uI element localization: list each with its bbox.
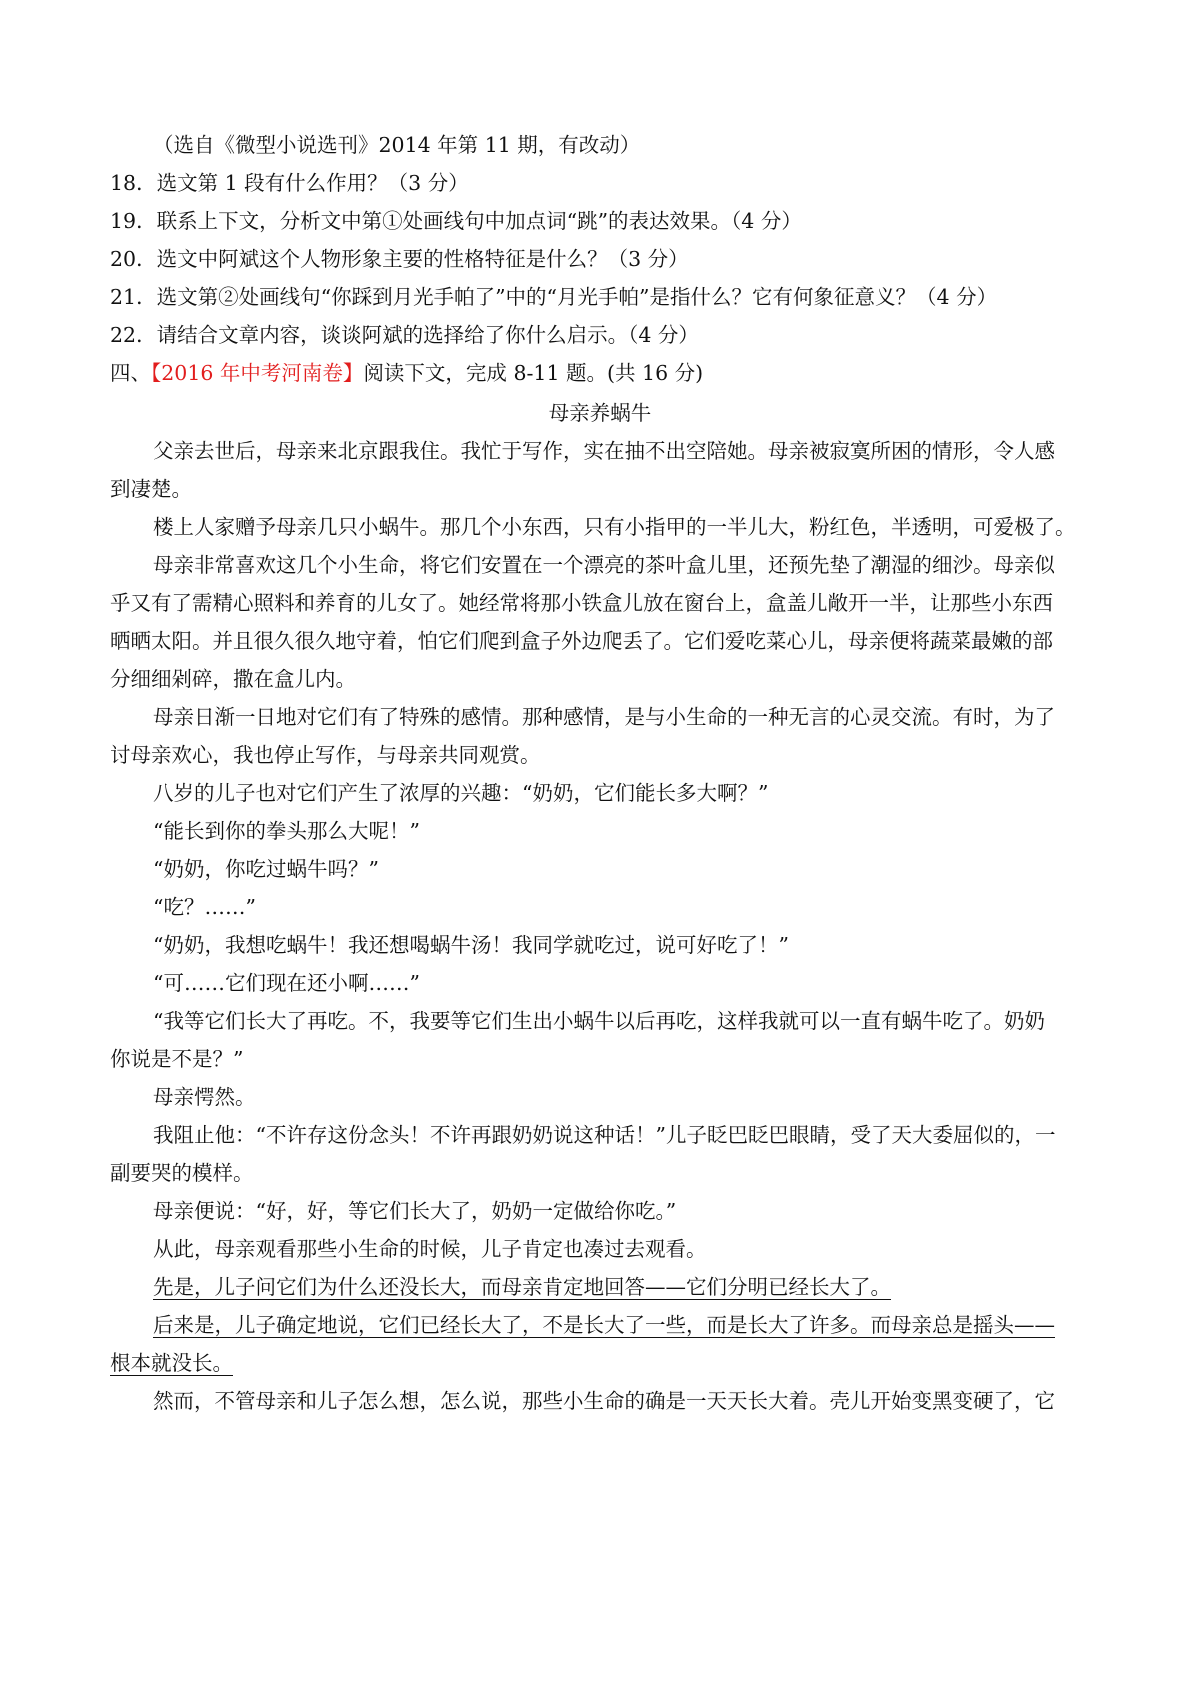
article-line: 我阻止他：“不许存这份念头！不许再跟奶奶说这种话！”儿子眨巴眨巴眼睛，受了天大委屈似的，一	[153, 1123, 1056, 1147]
article-line: “可……它们现在还小啊……”	[153, 971, 420, 995]
underlined-sentence	[153, 1306, 1100, 1344]
article-line: “奶奶，你吃过蜗牛吗？”	[153, 857, 379, 881]
article-line: 晒晒太阳。并且很久很久地守着，怕它们爬到盒子外边爬丢了。它们爱吃菜心儿，母亲便将蔬菜最嫩的部	[110, 629, 1053, 653]
section-prefix: 四、	[110, 361, 151, 385]
article-line: 母亲愕然。	[153, 1085, 256, 1109]
section-source: 【2016 年中考河南卷】	[151, 361, 364, 385]
underlined-text: 先是，儿子问它们为什么还没长大，而母亲肯定地回答——它们分明已经长大了。	[153, 1275, 891, 1299]
question-19: 19．联系上下文，分析文中第①处画线句中加点词“跳”的表达效果。（4 分）	[110, 209, 802, 233]
article-line: 八岁的儿子也对它们产生了浓厚的兴趣：“奶奶，它们能长多大啊？”	[153, 781, 769, 805]
question-18: 18．选文第 1 段有什么作用？（3 分）	[110, 171, 469, 195]
section-instruction: 阅读下文，完成 8-11 题。(共 16 分)	[363, 361, 704, 385]
underlined-text: 后来是，儿子确定地说，它们已经长大了，不是长大了一些，而是长大了许多。而母亲总是摇头——	[153, 1313, 1055, 1337]
source-note: （选自《微型小说选刊》2014 年第 11 期，有改动）	[153, 133, 641, 157]
article-line: 父亲去世后，母亲来北京跟我住。我忙于写作，实在抽不出空陪她。母亲被寂寞所困的情形，令人感	[153, 439, 1055, 463]
article-line: 分细细剁碎，撒在盒儿内。	[110, 667, 356, 691]
question-21: 21．选文第②处画线句“你踩到月光手帕了”中的“月光手帕”是指什么？它有何象征意义？（4 分）	[110, 285, 998, 309]
article-line: 从此，母亲观看那些小生命的时候，儿子肯定也凑过去观看。	[153, 1237, 707, 1261]
article-line: “吃？……”	[153, 895, 256, 919]
section-heading	[110, 354, 1100, 392]
article-line: 母亲非常喜欢这几个小生命，将它们安置在一个漂亮的茶叶盒儿里，还预先垫了潮湿的细沙。母亲似	[153, 553, 1055, 577]
article-line: 母亲便说：“好，好，等它们长大了，奶奶一定做给你吃。”	[153, 1199, 677, 1223]
question-22: 22．请结合文章内容，谈谈阿斌的选择给了你什么启示。（4 分）	[110, 323, 699, 347]
article-line: 你说是不是？”	[110, 1047, 244, 1071]
question-20: 20．选文中阿斌这个人物形象主要的性格特征是什么？（3 分）	[110, 247, 689, 271]
underlined-sentence	[110, 1344, 1100, 1382]
underlined-text: 根本就没长。	[110, 1351, 233, 1375]
article-line: “奶奶，我想吃蜗牛！我还想喝蜗牛汤！我同学就吃过，说可好吃了！”	[153, 933, 789, 957]
article-line: “我等它们长大了再吃。不，我要等它们生出小蜗牛以后再吃，这样我就可以一直有蜗牛吃了。奶奶	[153, 1009, 1045, 1033]
article-line: 母亲日渐一日地对它们有了特殊的感情。那种感情，是与小生命的一种无言的心灵交流。有时，为了	[153, 705, 1055, 729]
article-line: 副要哭的模样。	[110, 1161, 254, 1185]
article-line: 到凄楚。	[110, 477, 192, 501]
article-line: 乎又有了需精心照料和养育的儿女了。她经常将那小铁盒儿放在窗台上，盒盖儿敞开一半，让那些小东西	[110, 591, 1053, 615]
article-line: 楼上人家赠予母亲几只小蜗牛。那几个小东西，只有小指甲的一半儿大，粉红色，半透明，可爱极了。	[153, 515, 1076, 539]
underlined-sentence	[153, 1268, 1100, 1306]
article-line: 然而，不管母亲和儿子怎么想，怎么说，那些小生命的确是一天天长大着。壳儿开始变黑变硬了，它	[153, 1389, 1055, 1413]
article-title: 母亲养蜗牛	[548, 401, 652, 425]
article-line: 讨母亲欢心，我也停止写作，与母亲共同观赏。	[110, 743, 541, 767]
article-line: “能长到你的拳头那么大呢！”	[153, 819, 420, 843]
